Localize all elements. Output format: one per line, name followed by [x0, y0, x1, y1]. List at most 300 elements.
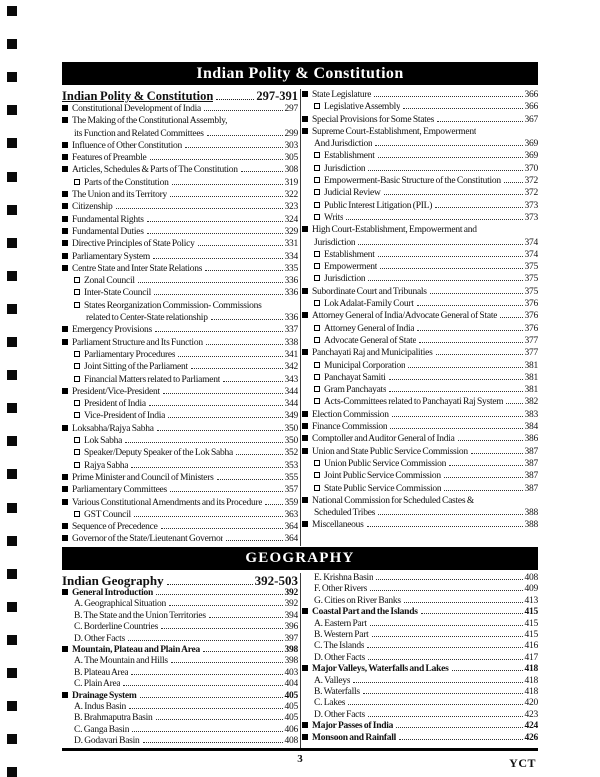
- toc-entry-label: Parliamentary Committees: [72, 485, 167, 496]
- dot-leader: [265, 504, 282, 505]
- toc-page-number: 406: [284, 724, 298, 735]
- toc-entry-label: Judicial Review: [324, 188, 381, 199]
- toc-page-number: 408: [524, 573, 538, 583]
- toc-entry-label: Parliamentary Procedures: [84, 349, 176, 360]
- toc-entry: [302, 323, 538, 335]
- toc-entry-label: G. Cities on River Banks: [314, 595, 401, 606]
- toc-page-number: 373: [524, 212, 538, 223]
- dot-leader: [403, 108, 522, 109]
- toc-entry: [302, 273, 538, 285]
- toc-page-number: 305: [284, 153, 298, 164]
- toc-page-number: 420: [524, 698, 538, 709]
- toc-entry-label: Writs: [324, 212, 344, 223]
- dot-leader: [140, 697, 283, 698]
- dot-leader: [372, 636, 523, 637]
- open-square-bullet-icon: [74, 376, 80, 382]
- toc-page-number: 381: [524, 385, 538, 396]
- toc-entry-label: Finance Commission: [312, 422, 388, 433]
- dot-leader: [154, 294, 282, 295]
- margin-mark-icon: [7, 304, 17, 314]
- toc-page-number: 364: [284, 522, 298, 533]
- toc-entry: [302, 687, 538, 698]
- toc-entry: [302, 150, 538, 162]
- open-square-bullet-icon: [314, 251, 320, 257]
- filled-square-bullet-icon: [62, 425, 68, 431]
- toc-entry-label: C. Ganga Basin: [74, 724, 130, 735]
- filled-square-bullet-icon: [302, 722, 308, 728]
- toc-entry-label: Panchayat Samiti: [324, 372, 386, 383]
- dot-leader: [205, 270, 282, 271]
- toc-page-number: 381: [524, 372, 538, 383]
- polity-toc-column-right: [302, 89, 538, 546]
- dot-leader: [380, 268, 522, 269]
- filled-square-bullet-icon: [302, 128, 308, 134]
- toc-entry-label: Legislative Assembly: [324, 102, 401, 113]
- dot-leader: [404, 602, 523, 603]
- dot-leader: [375, 145, 522, 146]
- toc-page-number: 426: [524, 732, 538, 743]
- toc-entry: [302, 573, 538, 584]
- toc-entry-label: Constitutional Development of India: [72, 104, 202, 114]
- dot-leader: [430, 293, 523, 294]
- filled-square-bullet-icon: [62, 166, 68, 172]
- toc-entry: [302, 335, 538, 347]
- toc-page-number: 375: [524, 286, 538, 297]
- toc-entry: [302, 596, 538, 607]
- filled-square-bullet-icon: [62, 191, 68, 197]
- dot-leader: [138, 282, 283, 283]
- toc-entry-label: Major Valleys, Waterfalls and Lakes: [312, 664, 449, 675]
- toc-entry: [62, 349, 298, 361]
- toc-entry: [302, 607, 538, 618]
- dot-leader: [368, 280, 522, 281]
- toc-page-number: 398: [284, 645, 298, 656]
- toc-entry: [62, 435, 298, 447]
- toc-entry: [62, 679, 298, 690]
- filled-square-bullet-icon: [62, 692, 68, 698]
- toc-page-number: 397: [284, 633, 298, 644]
- dot-leader: [147, 233, 283, 234]
- toc-entry-label: A. Geographical Situation: [74, 599, 167, 610]
- toc-entry: [302, 470, 538, 482]
- open-square-bullet-icon: [74, 351, 80, 357]
- margin-mark-icon: [7, 668, 17, 678]
- dot-leader: [207, 135, 283, 136]
- toc-page-number: 375: [524, 274, 538, 285]
- toc-page-number: 376: [524, 311, 538, 322]
- dot-leader: [358, 244, 522, 245]
- toc-page-number: 388: [524, 520, 538, 531]
- toc-page-number: 387: [524, 483, 538, 494]
- toc-entry: [62, 573, 298, 588]
- dot-leader: [419, 342, 522, 343]
- toc-page-number: 376: [524, 299, 538, 310]
- margin-mark-icon: [7, 503, 17, 513]
- toc-page-number: 370: [524, 163, 538, 174]
- section-header-polity-title: Indian Polity & Constitution: [196, 65, 404, 82]
- toc-page-number: 352: [284, 448, 298, 459]
- toc-entry: [302, 446, 538, 458]
- toc-page-number: 418: [524, 675, 538, 686]
- toc-entry: [62, 263, 298, 275]
- dot-leader: [143, 742, 283, 743]
- toc-page-number: 396: [284, 622, 298, 633]
- toc-entry: [62, 736, 298, 747]
- toc-entry: [62, 312, 298, 324]
- toc-entry-label: C. The Islands: [314, 641, 365, 652]
- toc-entry: [302, 200, 538, 212]
- dot-leader: [392, 416, 523, 417]
- toc-entry-label: Rajya Sabha: [84, 460, 129, 471]
- toc-page-number: 342: [284, 362, 298, 373]
- toc-entry: [302, 360, 538, 372]
- toc-entry-label: E. Krishna Basin: [314, 573, 374, 583]
- toc-page-number: 417: [524, 652, 538, 663]
- dot-leader: [370, 590, 522, 591]
- open-square-bullet-icon: [314, 386, 320, 392]
- toc-entry-label: Advocate General of State: [324, 335, 417, 346]
- toc-page-number: 324: [284, 214, 298, 225]
- toc-entry: [302, 224, 538, 236]
- toc-entry: [62, 634, 298, 645]
- filled-square-bullet-icon: [302, 411, 308, 417]
- dot-leader: [161, 628, 282, 629]
- toc-entry: [302, 698, 538, 709]
- toc-page-number: 409: [524, 584, 538, 595]
- section-header-geography: [62, 547, 538, 570]
- filled-square-bullet-icon: [62, 265, 68, 271]
- toc-entry: [62, 460, 298, 472]
- toc-entry: [62, 201, 298, 213]
- toc-entry: [302, 421, 538, 433]
- toc-entry-label: Municipal Corporation: [324, 360, 406, 371]
- toc-entry: [62, 497, 298, 509]
- dot-leader: [223, 381, 282, 382]
- toc-entry-label: Zonal Council: [84, 276, 135, 287]
- toc-entry: [62, 472, 298, 484]
- toc-entry: [62, 484, 298, 496]
- toc-entry-label: its Function and Related Committees: [74, 128, 204, 139]
- toc-entry-label: D. Godavari Basin: [74, 736, 140, 747]
- toc-page-number: 405: [284, 713, 298, 724]
- margin-mark-icon: [7, 138, 17, 148]
- toc-entry-label: Jurisdiction: [314, 237, 356, 248]
- toc-entry: [302, 710, 538, 721]
- filled-square-bullet-icon: [62, 486, 68, 492]
- toc-entry: [302, 138, 538, 150]
- toc-page-number: 392: [284, 588, 298, 598]
- toc-page-number: 357: [284, 485, 298, 496]
- toc-page-number: 405: [284, 702, 298, 713]
- toc-entry-label: Establishment: [324, 249, 375, 260]
- toc-entry-label: The Making of the Constitutional Assembly,: [72, 116, 228, 127]
- toc-entry: [62, 337, 298, 349]
- toc-entry-label: Indian Polity & Constitution: [62, 89, 214, 103]
- filled-square-bullet-icon: [62, 203, 68, 209]
- toc-page-number: 408: [284, 736, 298, 747]
- dot-leader: [128, 640, 283, 641]
- dot-leader: [444, 490, 522, 491]
- toc-page-number: 369: [524, 151, 538, 162]
- toc-entry: [62, 177, 298, 189]
- toc-page-number: 392-503: [254, 573, 298, 588]
- toc-entry: [302, 310, 538, 322]
- toc-page-number: 387: [524, 458, 538, 469]
- column-divider: [300, 573, 301, 748]
- toc-entry-label: B. Brahmaputra Basin: [74, 713, 153, 724]
- toc-entry: [62, 509, 298, 521]
- toc-entry-label: Sequence of Precedence: [72, 522, 158, 533]
- toc-page-number: 297: [284, 104, 298, 114]
- dot-leader: [471, 453, 523, 454]
- filled-square-bullet-icon: [302, 521, 308, 527]
- dot-leader: [378, 157, 523, 158]
- toc-entry: [62, 214, 298, 226]
- toc-page-number: 344: [284, 386, 298, 397]
- toc-entry-label: A. Valleys: [314, 675, 351, 686]
- toc-page-number: 373: [524, 200, 538, 211]
- margin-mark-icon: [7, 536, 17, 546]
- open-square-bullet-icon: [314, 275, 320, 281]
- dot-leader: [376, 579, 522, 580]
- margin-mark-icon: [7, 701, 17, 711]
- toc-page-number: 323: [284, 202, 298, 213]
- toc-entry-label: Supreme Court-Establishment, Empowerment: [312, 126, 477, 137]
- margin-mark-icon: [7, 370, 17, 380]
- toc-entry-label: B. Plateau Area: [74, 667, 129, 678]
- toc-entry: [302, 126, 538, 138]
- toc-page-number: 337: [284, 325, 298, 336]
- toc-entry-label: Scheduled Tribes: [314, 508, 376, 519]
- toc-page-number: 418: [524, 664, 538, 675]
- toc-entry-label: Loksabha/Rajya Sabha: [72, 423, 154, 434]
- toc-page-number: 349: [284, 411, 298, 422]
- toc-page-number: 341: [284, 349, 298, 360]
- toc-entry-label: Financial Matters related to Parliament: [84, 374, 221, 385]
- toc-entry: [302, 298, 538, 310]
- toc-entry: [62, 115, 298, 127]
- toc-page-number: 350: [284, 423, 298, 434]
- filled-square-bullet-icon: [62, 474, 68, 480]
- toc-entry-label: State Public Service Commission: [324, 483, 442, 494]
- filled-square-bullet-icon: [62, 535, 68, 541]
- toc-entry-label: Special Provisions for Some States: [312, 114, 435, 125]
- toc-page-number: 382: [524, 397, 538, 408]
- toc-entry: [302, 676, 538, 687]
- dot-leader: [170, 196, 282, 197]
- open-square-bullet-icon: [314, 177, 320, 183]
- toc-page-number: 418: [524, 687, 538, 698]
- filled-square-bullet-icon: [62, 142, 68, 148]
- toc-page-number: 344: [284, 399, 298, 410]
- toc-entry: [62, 361, 298, 373]
- toc-page-number: 377: [524, 348, 538, 359]
- toc-page-number: 334: [284, 251, 298, 262]
- filled-square-bullet-icon: [302, 226, 308, 232]
- toc-page-number: 377: [524, 335, 538, 346]
- open-square-bullet-icon: [314, 202, 320, 208]
- toc-entry-label: Acts-Committees related to Panchayati Raj System: [324, 397, 504, 408]
- toc-entry: [302, 114, 538, 126]
- toc-entry-label: Jurisdiction: [324, 274, 366, 285]
- toc-entry-label: D. Other Facts: [74, 633, 125, 644]
- filled-square-bullet-icon: [302, 91, 308, 97]
- margin-mark-icon: [7, 403, 17, 413]
- margin-mark-icon: [7, 436, 17, 446]
- toc-page-number: 336: [284, 288, 298, 299]
- dot-leader: [417, 305, 523, 306]
- toc-page-number: 403: [284, 667, 298, 678]
- toc-entry: [62, 599, 298, 610]
- toc-entry-label: Comptoller and Auditor General of India: [312, 434, 455, 445]
- toc-entry-label: Attorney General of India/Advocate General of State: [312, 311, 498, 322]
- toc-entry-label: Gram Panchayats: [324, 385, 387, 396]
- toc-entry: [302, 89, 538, 101]
- margin-mark-icon: [7, 569, 17, 579]
- toc-page-number: 415: [524, 607, 538, 618]
- open-square-bullet-icon: [74, 302, 80, 308]
- dot-leader: [203, 651, 283, 652]
- toc-page-number: 416: [524, 641, 538, 652]
- toc-entry-label: Parliament Structure and Its Function: [72, 337, 203, 348]
- toc-entry: [302, 641, 538, 652]
- page-footer: [62, 748, 538, 777]
- open-square-bullet-icon: [314, 374, 320, 380]
- open-square-bullet-icon: [74, 400, 80, 406]
- open-square-bullet-icon: [314, 337, 320, 343]
- toc-page-number: 386: [524, 434, 538, 445]
- toc-entry-label: Speaker/Deputy Speaker of the Lok Sabha: [84, 448, 233, 459]
- dot-leader: [449, 465, 522, 466]
- toc-entry: [302, 733, 538, 744]
- toc-entry-label: Attorney General of India: [324, 323, 415, 334]
- filled-square-bullet-icon: [302, 497, 308, 503]
- toc-entry-label: related to Center-State relationship: [86, 313, 208, 324]
- open-square-bullet-icon: [314, 398, 320, 404]
- filled-square-bullet-icon: [302, 423, 308, 429]
- toc-entry: [302, 721, 538, 732]
- toc-entry: [302, 507, 538, 519]
- dot-leader: [156, 594, 282, 595]
- dot-leader: [368, 170, 522, 171]
- toc-entry-label: A. The Mountain and Hills: [74, 656, 168, 667]
- toc-page-number: 381: [524, 360, 538, 371]
- toc-page-number: 384: [524, 422, 538, 433]
- dot-leader: [185, 147, 283, 148]
- toc-page-number: 336: [284, 313, 298, 324]
- dot-leader: [374, 96, 522, 97]
- toc-entry-label: States Reorganization Commission- Commissions: [84, 300, 262, 311]
- toc-page-number: 338: [284, 337, 298, 348]
- toc-entry: [62, 410, 298, 422]
- margin-mark-icon: [7, 105, 17, 115]
- dot-leader: [389, 391, 522, 392]
- toc-entry-label: Citizenship: [72, 202, 113, 213]
- toc-entry: [62, 140, 298, 152]
- toc-page-number: 374: [524, 237, 538, 248]
- toc-page-number: 336: [284, 276, 298, 287]
- dot-leader: [353, 682, 522, 683]
- dot-leader: [131, 674, 282, 675]
- dot-leader: [390, 428, 522, 429]
- toc-page-number: 376: [524, 323, 538, 334]
- toc-entry-label: Governor of the State/Lieutenant Governor: [72, 534, 224, 545]
- dot-leader: [171, 662, 283, 663]
- dot-leader: [216, 99, 254, 100]
- toc-entry: [62, 447, 298, 459]
- toc-entry: [302, 237, 538, 249]
- toc-entry-label: Empowerment: [324, 262, 378, 273]
- dot-leader: [168, 417, 282, 418]
- toc-entry: [62, 251, 298, 263]
- toc-page-number: 383: [524, 409, 538, 420]
- toc-page-number: 303: [284, 140, 298, 151]
- dot-leader: [378, 514, 522, 515]
- toc-entry: [62, 691, 298, 702]
- toc-entry: [302, 433, 538, 445]
- toc-page-number: 392: [284, 599, 298, 610]
- toc-entry-label: High Court-Establishment, Empowerment and: [312, 225, 477, 236]
- section-header-polity: [62, 62, 538, 85]
- dot-leader: [147, 221, 283, 222]
- toc-entry: [62, 611, 298, 622]
- toc-entry-label: B. Western Part: [314, 630, 369, 641]
- margin-mark-icon: [7, 172, 17, 182]
- toc-entry-label: Features of Preamble: [72, 153, 147, 164]
- toc-entry: [302, 249, 538, 261]
- publisher-mark: YCT: [509, 756, 536, 770]
- toc-entry: [302, 653, 538, 664]
- toc-entry: [62, 533, 298, 545]
- toc-page-number: 363: [284, 509, 298, 520]
- dot-leader: [149, 405, 283, 406]
- toc-entry-label: Articles, Schedules & Parts of The Constitution: [72, 165, 238, 176]
- dot-leader: [241, 171, 283, 172]
- filled-square-bullet-icon: [62, 388, 68, 394]
- open-square-bullet-icon: [314, 460, 320, 466]
- toc-entry-label: Parts of the Constitution: [84, 177, 169, 188]
- dot-leader: [172, 184, 283, 185]
- toc-entry-label: Inter-State Council: [84, 288, 152, 299]
- toc-entry-label: Centre State and Inter State Relations: [72, 263, 203, 274]
- toc-page-number: 413: [524, 595, 538, 606]
- dot-leader: [452, 670, 523, 671]
- toc-page-number: 415: [524, 618, 538, 629]
- toc-entry-label: Empowerment-Basic Structure of the Constitution: [324, 176, 501, 187]
- toc-entry-label: Joint Sitting of the Parliament: [84, 362, 188, 373]
- toc-page-number: 372: [524, 188, 538, 199]
- toc-entry-label: Subordinate Court and Tribunals: [312, 286, 427, 297]
- toc-entry-label: Fundamental Rights: [72, 214, 144, 225]
- open-square-bullet-icon: [314, 165, 320, 171]
- filled-square-bullet-icon: [302, 312, 308, 318]
- toc-page-number: 405: [284, 690, 298, 701]
- toc-entry: [62, 423, 298, 435]
- toc-entry: [302, 584, 538, 595]
- toc-entry-label: C. Plain Area: [74, 679, 121, 690]
- open-square-bullet-icon: [314, 362, 320, 368]
- toc-page-number: 355: [284, 472, 298, 483]
- toc-entry-label: Miscellaneous: [312, 520, 364, 531]
- toc-entry: [62, 103, 298, 115]
- toc-page-number: 350: [284, 436, 298, 447]
- dot-leader: [417, 330, 522, 331]
- filled-square-bullet-icon: [62, 326, 68, 332]
- toc-entry-label: Drainage System: [72, 690, 137, 701]
- filled-square-bullet-icon: [302, 349, 308, 355]
- dot-leader: [204, 110, 282, 111]
- dot-leader: [500, 317, 522, 318]
